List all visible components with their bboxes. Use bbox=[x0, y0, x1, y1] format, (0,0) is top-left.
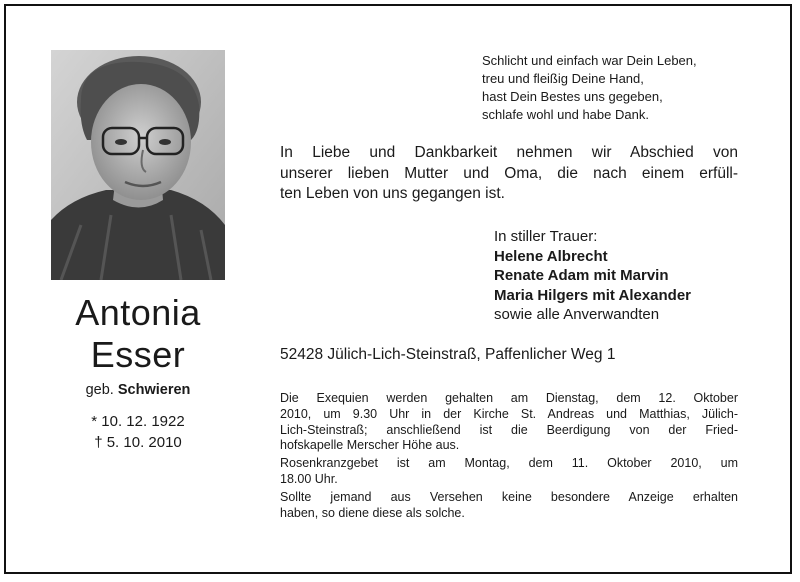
mourner-name: Maria Hilgers mit Alexander bbox=[494, 286, 692, 304]
poem bbox=[482, 52, 697, 124]
notice-line: 18.00 Uhr. bbox=[280, 471, 338, 486]
death-date: † 5. 10. 2010 bbox=[94, 434, 182, 451]
mourners-closing: sowie alle Anverwandten bbox=[494, 306, 660, 323]
notice-line: 2010, um 9.30 Uhr in der Kirche St. Andreas und Matthias, Jülich- bbox=[280, 406, 738, 421]
mourner-name: Renate Adam mit Marvin bbox=[494, 267, 669, 284]
notice-line: Sollte jemand aus Versehen keine besondere Anzeige erhalten bbox=[280, 489, 738, 504]
notice-line: hofskapelle Merscher Höhe aus. bbox=[280, 438, 460, 453]
poem-line: hast Dein Bestes uns gegeben, bbox=[482, 89, 663, 104]
exequien-notice bbox=[280, 391, 738, 454]
farewell-line: unserer lieben Mutter und Oma, die nach einem erfüll- bbox=[280, 164, 738, 182]
mourners-heading: In stiller Trauer: bbox=[494, 228, 598, 245]
mourner-name: Helene Albrecht bbox=[494, 247, 608, 265]
portrait-photo bbox=[51, 50, 225, 280]
poem-line: schlafe wohl und habe Dank. bbox=[482, 107, 649, 122]
announcement-notice bbox=[280, 490, 738, 522]
birth-name bbox=[40, 382, 236, 398]
notice-line: haben, so diene diese als solche. bbox=[280, 505, 465, 520]
farewell-text bbox=[280, 143, 738, 205]
family-address: 52428 Jülich-Lich-Steinstraß, Paffenlicher Weg 1 bbox=[280, 346, 616, 363]
notice-line: Lich-Steinstraß; anschließend ist die Beerdigung von der Fried- bbox=[280, 422, 738, 437]
rosary-notice bbox=[280, 456, 738, 488]
poem-line: treu und fleißig Deine Hand, bbox=[482, 71, 644, 86]
birth-date: * 10. 12. 1922 bbox=[91, 413, 185, 430]
deceased-first-name: Antonia bbox=[75, 292, 201, 333]
deceased-last-name: Esser bbox=[90, 334, 186, 375]
poem-line: Schlicht und einfach war Dein Leben, bbox=[482, 53, 697, 68]
farewell-line: ten Leben von uns gegangen ist. bbox=[280, 185, 505, 202]
mourners-block bbox=[494, 227, 691, 325]
notice-line: Rosenkranzgebet ist am Montag, dem 11. Oktober 2010, um bbox=[280, 456, 738, 471]
funeral-notices bbox=[280, 391, 738, 523]
farewell-line: In Liebe und Dankbarkeit nehmen wir Abschied von bbox=[280, 144, 738, 161]
birth-name-prefix: geb. bbox=[85, 382, 114, 398]
notice-line: Die Exequien werden gehalten am Dienstag, dem 12. Oktober bbox=[280, 391, 738, 405]
birth-name-value: Schwieren bbox=[117, 382, 191, 398]
